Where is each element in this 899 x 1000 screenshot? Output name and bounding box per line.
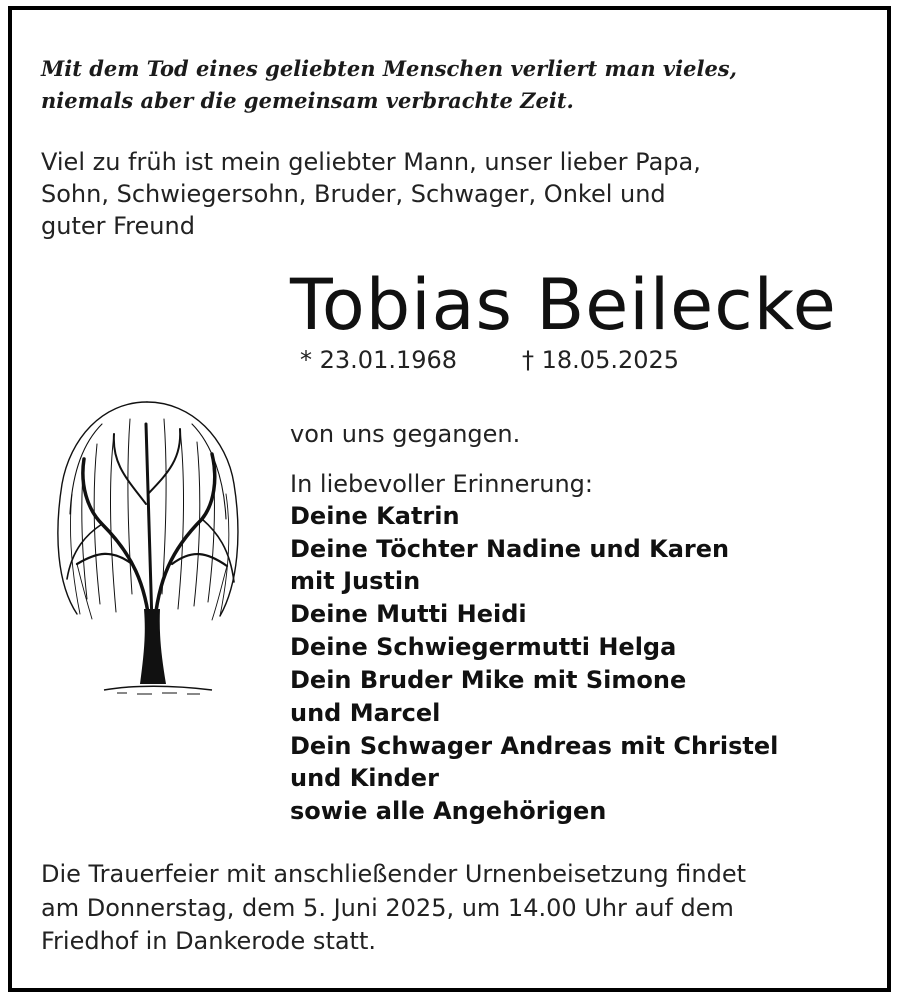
gone-text: von uns gegangen. xyxy=(290,420,521,448)
mourner-line: Dein Bruder Mike mit Simone xyxy=(290,666,687,694)
intro-line-2: Sohn, Schwiegersohn, Bruder, Schwager, Onkel und xyxy=(41,180,666,208)
service-line-1: Die Trauerfeier mit anschließender Urnenbeisetzung findet xyxy=(41,860,747,888)
mourner-line: Deine Katrin xyxy=(290,502,460,530)
intro-line-1: Viel zu früh ist mein geliebter Mann, unser lieber Papa, xyxy=(41,148,701,176)
weeping-willow-tree-icon xyxy=(42,384,252,704)
mourner-line: und Kinder xyxy=(290,764,439,792)
birth-date: * 23.01.1968 xyxy=(300,346,458,374)
service-line-2: am Donnerstag, dem 5. Juni 2025, um 14.00 Uhr auf dem xyxy=(41,894,734,922)
mourner-line: und Marcel xyxy=(290,699,441,727)
death-date: † 18.05.2025 xyxy=(522,346,680,374)
remembrance-label: In liebevoller Erinnerung: xyxy=(290,470,593,498)
intro-line-3: guter Freund xyxy=(41,212,195,240)
mourner-line: Deine Schwiegermutti Helga xyxy=(290,633,677,661)
mourner-line: Deine Töchter Nadine und Karen xyxy=(290,535,730,563)
deceased-name: Tobias Beilecke xyxy=(290,264,837,346)
mourner-line: sowie alle Angehörigen xyxy=(290,797,607,825)
quote-line-1: Mit dem Tod eines geliebten Menschen verliert man vieles, xyxy=(41,56,737,81)
service-line-3: Friedhof in Dankerode statt. xyxy=(41,927,377,955)
mourner-line: mit Justin xyxy=(290,567,421,595)
quote-line-2: niemals aber die gemeinsam verbrachte Zeit. xyxy=(41,88,574,113)
mourner-line: Dein Schwager Andreas mit Christel xyxy=(290,732,779,760)
mourner-line: Deine Mutti Heidi xyxy=(290,600,527,628)
